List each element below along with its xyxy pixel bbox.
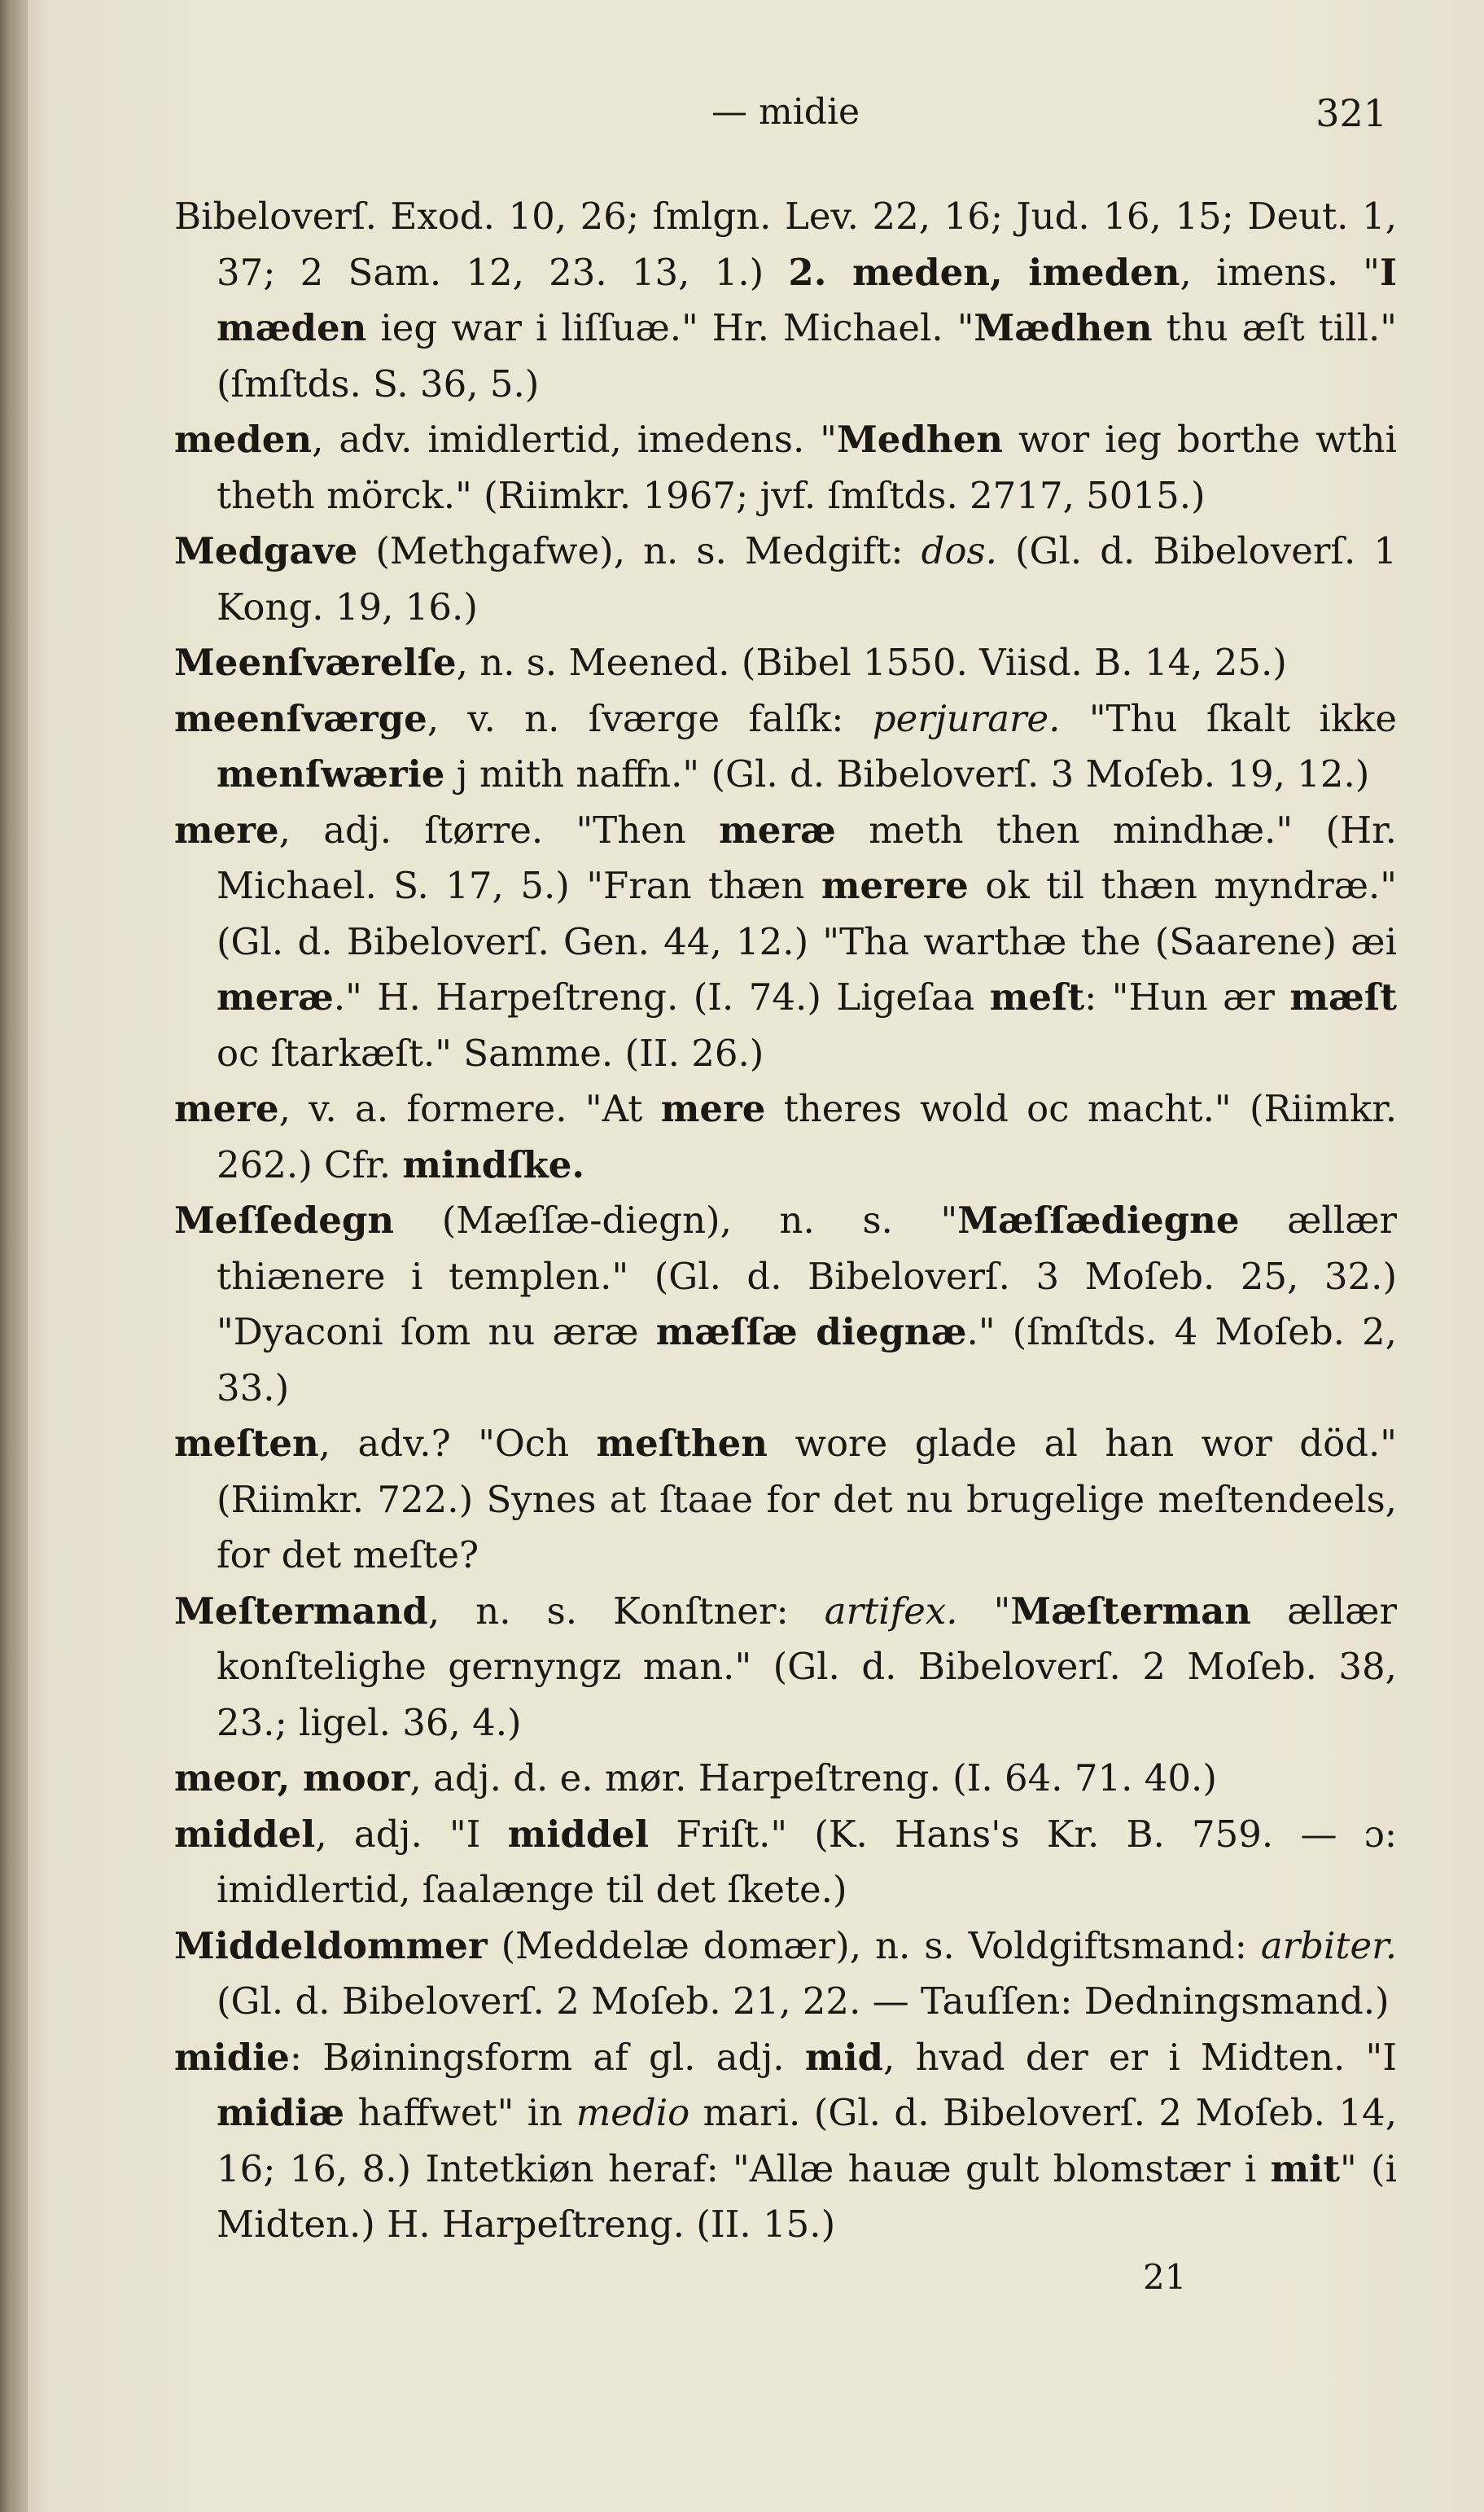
entry-text: haffwet" in bbox=[344, 2091, 576, 2134]
entry-text: (Mæſſæ-diegn), n. s. " bbox=[394, 1199, 958, 1242]
entry-quoted-form: meſt bbox=[989, 975, 1085, 1019]
entry-cont bbox=[174, 189, 1397, 412]
entry-headword: Medgave bbox=[174, 529, 358, 572]
entry-text: , adj. "I bbox=[315, 1812, 508, 1856]
entry-quoted-form: mindſke. bbox=[402, 1142, 585, 1186]
entry-text: , n. s. Meened. (Bibel 1550. Viisd. B. 14, 25.) bbox=[456, 641, 1287, 684]
entry-text: (Methgafwe), n. s. Medgift: bbox=[357, 529, 921, 572]
running-head-word: — midie bbox=[711, 91, 860, 133]
entry-text: , imens. " bbox=[1180, 250, 1380, 294]
signature-mark: 21 bbox=[1143, 2257, 1187, 2297]
entry-meensvaerelse bbox=[174, 635, 1397, 691]
entry-text: " bbox=[957, 1589, 1011, 1633]
entry-text: thu æſt till." (ſmſtds. S. 36, 5.) bbox=[217, 306, 1397, 406]
entry-text: (Gl. d. Bibeloverſ. 1 Kong. 19, 16.) bbox=[217, 529, 1397, 629]
entry-text: j mith naffn." (Gl. d. Bibeloverſ. 3 Moſeb. 19, 12.) bbox=[444, 752, 1370, 796]
entry-middeldommer bbox=[174, 1918, 1397, 2030]
entry-headword: mere bbox=[174, 1087, 279, 1130]
entry-quoted-form: Mæſterman bbox=[1010, 1589, 1252, 1633]
entry-text: , adj. ſtørre. "Then bbox=[278, 808, 720, 852]
entry-text: , v. n. ſværge falſk: bbox=[427, 696, 873, 740]
entry-headword: meenſværge bbox=[174, 696, 427, 740]
entry-text: ." H. Harpeſtreng. (I. 74.) Ligeſaa bbox=[333, 975, 990, 1019]
entry-text: , adv. imidlertid, imedens. " bbox=[312, 418, 837, 461]
entry-text: ællær konſtelighe gernyngz man." (Gl. d. Bibeloverſ. 2 Moſeb. 38, 23.; ligel. 36, 4.) bbox=[217, 1589, 1397, 1744]
entry-headword: Meenſværelſe bbox=[174, 641, 457, 684]
entry-midie bbox=[174, 2030, 1397, 2253]
dictionary-entries bbox=[174, 189, 1397, 2253]
entry-quoted-form: Medhen bbox=[836, 418, 1003, 461]
entry-headword: Middeldommer bbox=[174, 1923, 488, 1967]
entry-quoted-form: mæſſæ diegnæ bbox=[655, 1310, 967, 1353]
entry-text: , n. s. Konſtner: bbox=[427, 1589, 825, 1633]
entry-quoted-form: mæſt bbox=[1289, 975, 1397, 1019]
entry-mesten bbox=[174, 1416, 1397, 1584]
entry-meden bbox=[174, 412, 1397, 524]
entry-text: (Gl. d. Bibeloverſ. 2 Moſeb. 21, 22. — Tauſſen: Dedningsmand.) bbox=[217, 1979, 1390, 2023]
entry-quoted-form: Mæſſædiegne bbox=[957, 1199, 1240, 1242]
entry-text: "Thu ſkalt ikke bbox=[1060, 696, 1397, 740]
entry-text: Friſt." (K. Hans's Kr. B. 759. — ɔ: imidlertid, ſaalænge til det ſkete.) bbox=[217, 1812, 1398, 1911]
entry-text: : "Hun ær bbox=[1084, 975, 1290, 1019]
entry-text: ieg war i liſſuæ." Hr. Michael. " bbox=[366, 306, 974, 349]
entry-quoted-form: mit bbox=[1270, 2146, 1341, 2190]
entry-text: mari. (Gl. d. Bibeloverſ. 2 Moſeb. 14, 16; 16, 8.) Intetkiøn heraf: "Allæ hauæ gult blomstær i bbox=[217, 2091, 1397, 2190]
entry-meensvaerge bbox=[174, 691, 1397, 803]
entry-text: ok til thæn myndræ." (Gl. d. Bibeloverſ. Gen. 44, 12.) "Tha warthæ the (Saarene) æi bbox=[217, 864, 1398, 963]
entry-middel bbox=[174, 1807, 1397, 1918]
entry-quoted-form: middel bbox=[507, 1812, 650, 1856]
page-number: 321 bbox=[1315, 91, 1387, 135]
entry-quoted-form: Mædhen bbox=[974, 306, 1153, 349]
entry-text: , adv.? "Och bbox=[318, 1422, 597, 1465]
entry-text: ællær thiænere i templen." (Gl. d. Bibeloverſ. 3 Moſeb. 25, 32.) "Dyaconi ſom nu æræ bbox=[217, 1199, 1397, 1353]
entry-messedegn bbox=[174, 1193, 1397, 1416]
entry-mestermand bbox=[174, 1584, 1397, 1751]
running-head bbox=[174, 91, 1387, 140]
entry-headword: middel bbox=[174, 1812, 316, 1856]
entry-text: , hvad der er i Midten. "I bbox=[883, 2035, 1397, 2079]
entry-quoted-form: midiæ bbox=[217, 2091, 345, 2134]
entry-text: (Meddelæ domær), n. s. Voldgiftsmand: bbox=[487, 1923, 1261, 1967]
entry-latin-gloss: arbiter. bbox=[1260, 1923, 1397, 1967]
entry-text: wor ieg borthe wthi theth mörck." (Riimkr. 1967; jvf. ſmſtds. 2717, 5015.) bbox=[217, 418, 1397, 517]
entry-headword: midie bbox=[174, 2035, 290, 2079]
entry-headword: mere bbox=[174, 808, 279, 852]
entry-medgave bbox=[174, 524, 1397, 635]
entry-headword: Meſtermand bbox=[174, 1589, 428, 1633]
entry-quoted-form: meræ bbox=[719, 808, 836, 852]
book-spine-shadow bbox=[0, 0, 28, 2512]
entry-quoted-form: I mæden bbox=[217, 250, 1398, 349]
entry-text: theres wold oc macht." (Riimkr. 262.) Cfr. bbox=[217, 1087, 1398, 1186]
entry-quoted-form: mere bbox=[660, 1087, 766, 1130]
entry-headword: meden bbox=[174, 418, 313, 461]
entry-text: Bibeloverſ. Exod. 10, 26; ſmlgn. Lev. 22, 16; Jud. 16, 15; Deut. 1, 37; 2 Sam. 12, 23. 13, 1.) bbox=[174, 195, 1397, 294]
entry-text: " (i Midten.) H. Harpeſtreng. (II. 15.) bbox=[217, 2146, 1397, 2246]
entry-headword: meſten bbox=[174, 1422, 319, 1465]
entry-meor bbox=[174, 1751, 1397, 1807]
entry-mere-adj bbox=[174, 803, 1397, 1082]
entry-quoted-form: 2. meden, imeden bbox=[788, 250, 1180, 294]
entry-quoted-form: menſwærie bbox=[217, 752, 445, 796]
entry-latin-gloss: medio bbox=[576, 2091, 690, 2134]
entry-quoted-form: merere bbox=[821, 864, 969, 907]
entry-text: ." (ſmſtds. 4 Moſeb. 2, 33.) bbox=[217, 1310, 1397, 1409]
entry-latin-gloss: artifex. bbox=[824, 1589, 958, 1633]
entry-quoted-form: mid bbox=[804, 2035, 884, 2079]
entry-text: : Bøiningsform af gl. adj. bbox=[289, 2035, 805, 2079]
entry-text: , v. a. formere. "At bbox=[278, 1087, 661, 1130]
entry-quoted-form: meſthen bbox=[596, 1422, 768, 1465]
entry-text: oc ſtarkæſt." Samme. (II. 26.) bbox=[217, 1031, 764, 1075]
entry-quoted-form: meræ bbox=[217, 975, 334, 1019]
entry-text: , adj. d. e. mør. Harpeſtreng. (I. 64. 71. 40.) bbox=[409, 1756, 1217, 1800]
entry-mere-v bbox=[174, 1081, 1397, 1193]
entry-headword: Meſſedegn bbox=[174, 1199, 395, 1242]
entry-text: meth then mindhæ." (Hr. Michael. S. 17, 5.) "Fran thæn bbox=[217, 808, 1397, 907]
entry-latin-gloss: dos. bbox=[921, 529, 997, 572]
entry-headword: meor, moor bbox=[174, 1756, 410, 1800]
entry-latin-gloss: perjurare. bbox=[872, 696, 1061, 740]
entry-text: wore glade al han wor död." (Riimkr. 722.) Synes at ſtaae for det nu brugelige meſtendeels, for det meſte? bbox=[217, 1422, 1398, 1576]
